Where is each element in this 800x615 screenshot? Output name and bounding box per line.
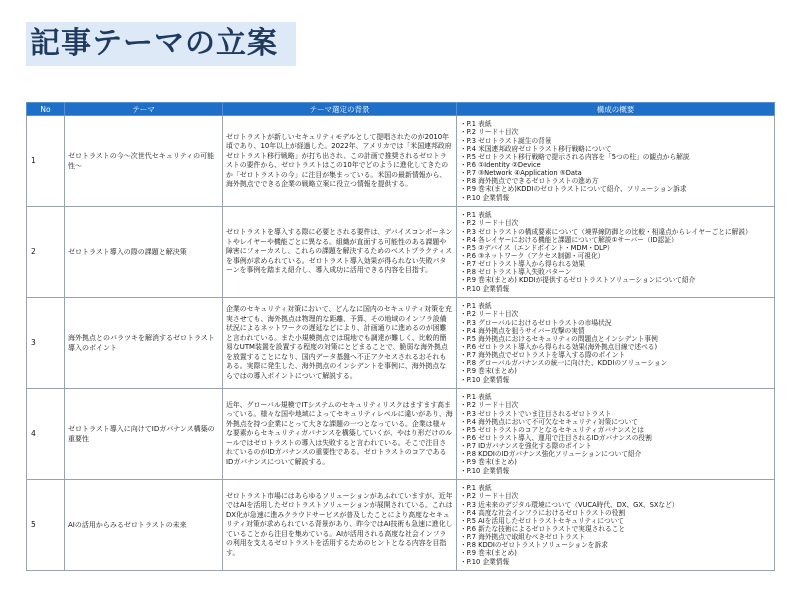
row-no: 3 <box>27 298 65 389</box>
outline-item: ・P.9 巻末(まとめ) <box>460 549 517 558</box>
outline-item: ・P.7 ゼロトラスト導入から得られる効果 <box>460 260 585 269</box>
outline-item: ・P.4 高度な社会インフラにおけるゼロトラストの役割 <box>460 508 626 517</box>
page-title: 記事テーマの立案 <box>30 26 278 61</box>
row-theme: 海外拠点とのバラツキを解消するゼロトラスト導入のポイント <box>65 298 223 389</box>
outline-item: ・P.8 ゼロトラスト導入失敗パターン <box>460 268 572 277</box>
row-background: 近年、グローバル規模でITシステムのセキュリティリスクはますます高まっている。様々な国や地域によってセキュリティレベルに違いがあり、海外拠点を持つ企業にとって大きな課題の一つとなっている。企業は様々な要素からセキュリティガバナンスを構築していくが、やはり形だけのルールではゼロトラストの導入は失敗すると言われている。そこで注目されているのがIDガバナンスの重要性である。ゼロトラストのコアであるIDガバナンスについて解説する。 <box>223 389 457 480</box>
outline-item: ・P.10 企業情報 <box>460 557 510 566</box>
outline-item: ・P.2 リード＋目次 <box>460 401 519 410</box>
outline-item: ・P.4 海外拠点を狙うサイバー攻撃の実情 <box>460 326 585 335</box>
outline-item: ・P.10 企業情報 <box>460 193 510 202</box>
outline-item: ・P.1 表紙 <box>460 211 492 220</box>
outline-item: ・P.6 新たな技術によるゼロトラストで実現されること <box>460 525 626 533</box>
outline-item: ・P.9 巻末(まとめ)KDDIのゼロトラストについて紹介、ソリューション訴求 <box>460 185 687 194</box>
outline-item: ・P.10 企業情報 <box>460 466 510 475</box>
outline-item: ・P.5 ②デバイス（エンドポイント・MDM・DLP） <box>460 243 614 252</box>
table-row <box>27 116 775 207</box>
table-row <box>27 298 775 389</box>
outline-item: ・P.5 海外拠点におけるセキュリティの問題点とインシデント事例 <box>460 334 658 343</box>
row-background: ゼロトラストが新しいセキュリティモデルとして提唱されたのが2010年頃であり、10年以上が経過した。2022年、アメリカでは「米国連邦政府ゼロトラスト移行戦略」が打ち出され、この計画で推奨されるゼロトラストの要件から、ゼロトラストはこの10年でどのように進化してきたのか「ゼロトラストの今」に注目が集まっている。米国の最新情報から、海外拠点でできる企業の戦略立案に役立つ情報を提供する。 <box>223 116 457 207</box>
outline-item: ・P.4 米国連邦政府ゼロトラスト移行戦略について <box>460 144 612 153</box>
outline-item: ・P.1 表紙 <box>460 120 492 129</box>
outline-item: ・P.7 海外拠点で取組むべきゼロトラスト <box>460 533 585 542</box>
outline-item: ・P.6 ③ネットワーク（アクセス制御・可視化） <box>460 252 605 260</box>
row-outline <box>457 389 775 480</box>
outline-item: ・P.1 表紙 <box>460 302 492 311</box>
outline-item: ・P.5 ゼロトラストのコアとなるセキュリティガバナンスとは <box>460 425 644 434</box>
outline-item: ・P.8 KDDIのゼロトラストソリューションを訴求 <box>460 541 608 550</box>
theme-table <box>26 102 775 571</box>
row-theme: AIの活用からみるゼロトラストの未来 <box>65 480 223 571</box>
row-outline <box>457 207 775 298</box>
outline-item: ・P.4 海外拠点において不可欠なセキュリティ対策について <box>460 417 638 426</box>
row-theme: ゼロトラストの今〜次世代セキュリティの可能性〜 <box>65 116 223 207</box>
row-background: ゼロトラスト市場にはあらゆるソリューションがあふれていますが、近年ではAIを活用したゼロトラストソリューションが展開されている。これはDX化が急速に進みクラウドサービスが普及したことにより高度なセキュリティ対策が求められている背景があり、昨今ではAI技術も急速に進化していることから注目を集めている。AIが活用される高度な社会インフラの利用を支えるゼロトラストを活用するためのヒントとなる内容を目指す。 <box>223 480 457 571</box>
table-header-row <box>27 103 775 116</box>
outline-item: ・P.3 ゼロトラストの構成要素について（境界線防御との比較・相違点からレイヤーごとに解説） <box>460 227 752 236</box>
outline-item: ・P.2 リード＋目次 <box>460 128 519 137</box>
row-outline <box>457 480 775 571</box>
header-no: No <box>27 103 65 116</box>
row-no: 5 <box>27 480 65 571</box>
outline-item: ・P.3 グローバルにおけるゼロトラストの市場状況 <box>460 318 612 327</box>
outline-item: ・P.3 ゼロトラスト誕生の背景 <box>460 136 552 145</box>
outline-item: ・P.6 ①Identity ②Device <box>460 161 541 169</box>
outline-item: ・P.10 企業情報 <box>460 284 510 293</box>
outline-item: ・P.3 ゼロトラストでいま注目されるゼロトラスト <box>460 409 612 418</box>
row-theme: ゼロトラスト導入に向けてIDガバナンス構築の重要性 <box>65 389 223 480</box>
row-no: 1 <box>27 116 65 207</box>
outline-item: ・P.5 AIを活用したゼロトラストセキュリティについて <box>460 516 624 525</box>
outline-item: ・P.3 近未来のデジタル環境について（VUCA時代、DX、GX、SXなど） <box>460 500 679 509</box>
outline-item: ・P.10 企業情報 <box>460 375 510 384</box>
outline-item: ・P.4 各レイヤーにおける機能と課題について解説①サーバー（ID認証） <box>460 235 678 244</box>
row-no: 4 <box>27 389 65 480</box>
outline-item: ・P.8 グローバルガバナンスの統一に向けた、KDDIのソリューション <box>460 359 668 368</box>
outline-item: ・P.2 リード＋目次 <box>460 219 519 228</box>
outline-item: ・P.6 ゼロトラスト導入、運用で注目されるIDガバナンスの役割 <box>460 434 652 442</box>
row-outline <box>457 116 775 207</box>
row-background: 企業のセキュリティ対策において、どんなに国内のセキュリティ対策を充実させても、海外拠点は物理的な距離、予算、その地域のインフラ設備状況によるネットワークの遅延などにより、計画通りに進めるのが困難と言われている。また小規模拠点では現地でも調達が難しく、比較的簡易なUTM装置を設置する程度の対策にとどまることで、脆弱な海外拠点を放置することになり、国内データ基盤へ不正アクセスされるおそれもある。実際に発生した、海外拠点のインシデントを事例に、海外拠点ならではの導入ポイントについて解説する。 <box>223 298 457 389</box>
outline-item: ・P.7 ③Network ④Application ⑤Data <box>460 169 582 178</box>
table-row <box>27 207 775 298</box>
outline-item: ・P.2 リード＋目次 <box>460 310 519 319</box>
outline-item: ・P.9 巻末(まとめ) KDDIが提供するゼロトラストソリューションについて紹介 <box>460 276 696 285</box>
outline-item: ・P.5 ゼロトラスト移行戦略で提示される内容を「5つの柱」の観点から解説 <box>460 152 690 161</box>
outline-item: ・P.7 海外拠点でゼロトラストを導入する際のポイント <box>460 351 626 360</box>
row-theme: ゼロトラスト導入の際の課題と解決策 <box>65 207 223 298</box>
header-theme: テーマ <box>65 103 223 116</box>
row-no: 2 <box>27 207 65 298</box>
outline-item: ・P.9 巻末(まとめ) <box>460 458 517 467</box>
outline-item: ・P.2 リード＋目次 <box>460 492 519 501</box>
outline-item: ・P.1 表紙 <box>460 484 492 493</box>
row-outline <box>457 298 775 389</box>
outline-item: ・P.7 IDガバナンスを強化する際のポイント <box>460 442 592 451</box>
table-row <box>27 389 775 480</box>
outline-item: ・P.1 表紙 <box>460 393 492 402</box>
header-outline: 構成の概要 <box>457 103 775 116</box>
header-background: テーマ選定の背景 <box>223 103 457 116</box>
outline-item: ・P.6 ゼロトラスト導入から得られる効果(海外拠点目線で述べる) <box>460 343 658 351</box>
outline-item: ・P.9 巻末(まとめ) <box>460 367 517 376</box>
outline-item: ・P.8 海外拠点でできるゼロトラストの進め方 <box>460 177 599 186</box>
outline-item: ・P.8 KDDIのIDガバナンス強化ソリューションについて紹介 <box>460 450 642 459</box>
row-background: ゼロトラストを導入する際に必要とされる要件は、デバイスコンポーネントやレイヤーや機能ごとに異なる。組織が直面する可能性のある課題や障害にフォーカスし、これらの課題を解決するためのベストプラクティスを事例が求められている。ゼロトラスト導入効果が得られない失敗パターンを事例を踏まえ紹介し、導入成功に活用できる内容を目指す。 <box>223 207 457 298</box>
table-row <box>27 480 775 571</box>
